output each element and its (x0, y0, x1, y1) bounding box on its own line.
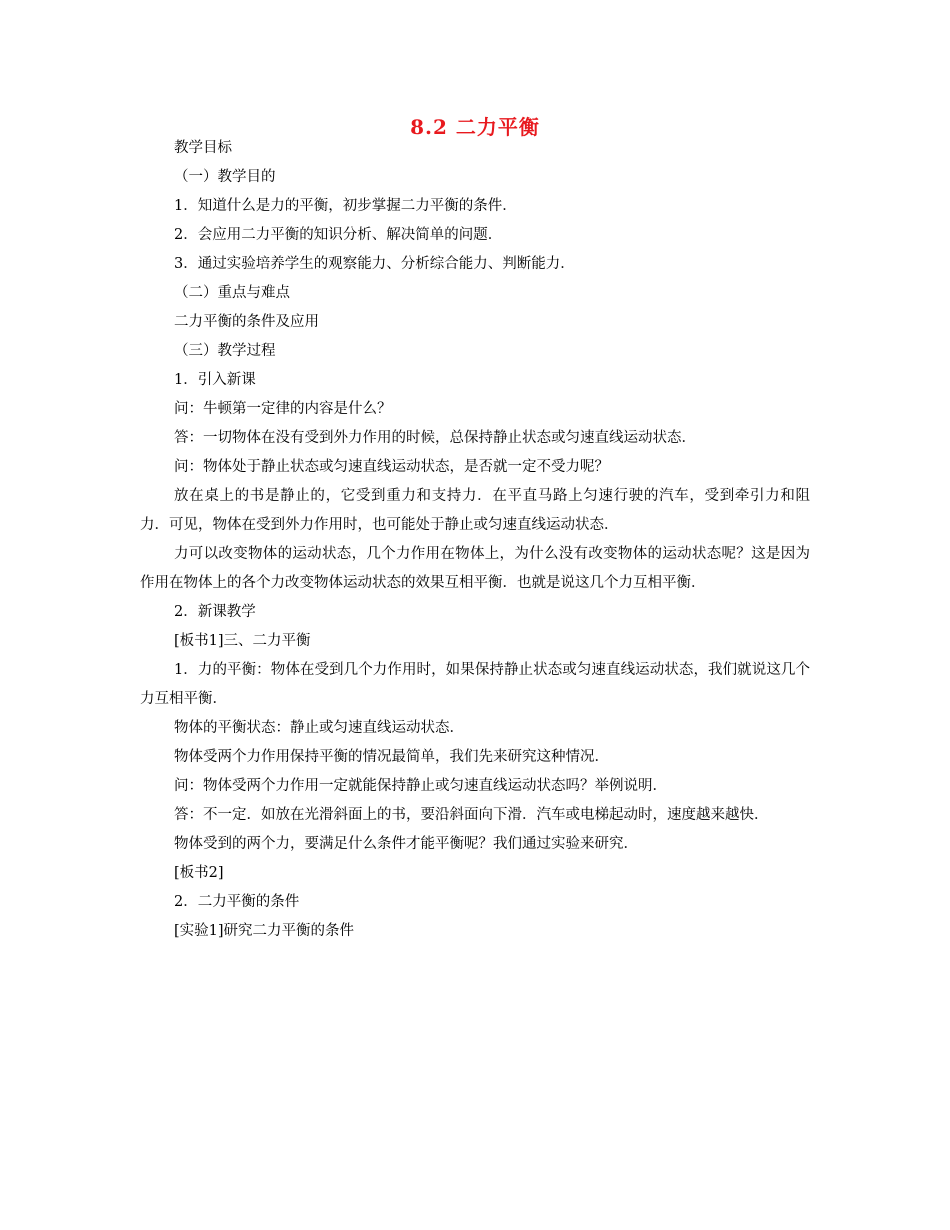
subheading-key-points: （二）重点与难点 (174, 285, 290, 301)
goal-item-3: 3．通过实验培养学生的观察能力、分析综合能力、判断能力． (174, 256, 575, 272)
document-body (140, 134, 810, 946)
subheading-process: （三）教学过程 (174, 343, 276, 359)
experiment-1: [实验1]研究二力平衡的条件 (174, 923, 355, 939)
paragraph-book-car: 放在桌上的书是静止的，它受到重力和支持力．在平直马路上匀速行驶的汽车，受到牵引力和阻力．可见，物体在受到外力作用时，也可能处于静止或匀速直线运动状态． (140, 488, 810, 533)
two-force-intro: 物体受两个力作用保持平衡的情况最简单，我们先来研究这种情况． (174, 749, 609, 765)
key-points-text: 二力平衡的条件及应用 (174, 314, 319, 330)
experiment-lead: 物体受到的两个力，要满足什么条件才能平衡呢？我们通过实验来研究． (174, 836, 638, 852)
goal-item-1: 1．知道什么是力的平衡，初步掌握二力平衡的条件． (174, 198, 517, 214)
board-note-1: [板书1]三、二力平衡 (174, 633, 311, 649)
subheading-purpose: （一）教学目的 (174, 169, 276, 185)
condition-heading: 2．二力平衡的条件 (174, 894, 300, 910)
question-1: 问：牛顿第一定律的内容是什么？ (174, 401, 392, 417)
definition-force-balance: 1．力的平衡：物体在受到几个力作用时，如果保持静止状态或匀速直线运动状态，我们就说这几个力互相平衡． (140, 662, 810, 707)
step-new-lesson: 2．新课教学 (174, 604, 256, 620)
question-3: 问：物体受两个力作用一定就能保持静止或匀速直线运动状态吗？举例说明． (174, 778, 667, 794)
answer-3: 答：不一定．如放在光滑斜面上的书，要沿斜面向下滑．汽车或电梯起动时，速度越来越快． (174, 807, 769, 823)
goal-item-2: 2．会应用二力平衡的知识分析、解决简单的问题． (174, 227, 503, 243)
section-heading-objectives: 教学目标 (174, 140, 232, 156)
answer-1: 答：一切物体在没有受到外力作用的时候，总保持静止状态或匀速直线运动状态． (174, 430, 696, 446)
paragraph-force-balance: 力可以改变物体的运动状态，几个力作用在物体上，为什么没有改变物体的运动状态呢？这是因为作用在物体上的各个力改变物体运动状态的效果互相平衡．也就是说这几个力互相平衡． (140, 546, 810, 591)
board-note-2: [板书2] (174, 865, 224, 881)
step-intro: 1．引入新课 (174, 372, 256, 388)
question-2: 问：物体处于静止状态或匀速直线运动状态，是否就一定不受力呢？ (174, 459, 609, 475)
equilibrium-state: 物体的平衡状态：静止或匀速直线运动状态． (174, 720, 464, 736)
page-title: 8.2 二力平衡 (410, 115, 540, 139)
